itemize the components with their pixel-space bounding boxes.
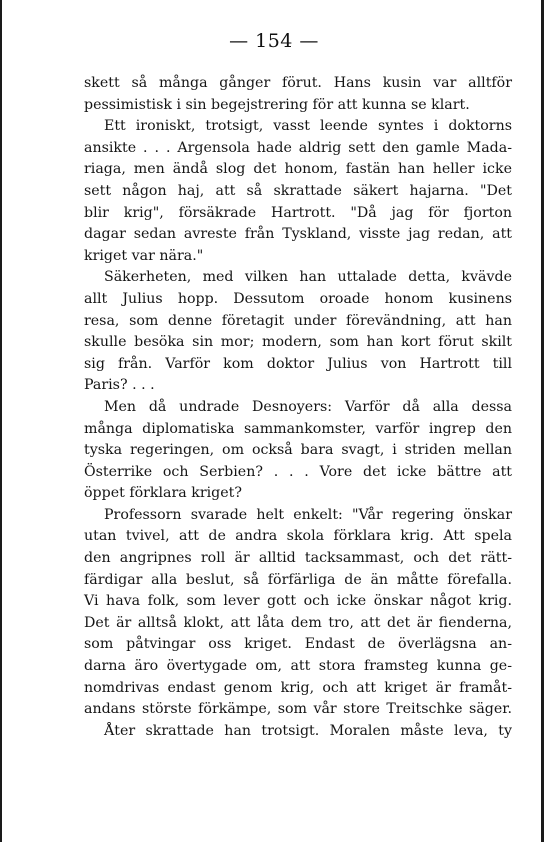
text-line: sig från. Varför kom doktor Julius von Hartrott till <box>84 355 512 372</box>
text-line: ansikte . . . Argensola hade aldrig sett den gamle Mada- <box>84 139 512 156</box>
page-number: — 154 — <box>229 30 319 52</box>
text-line: pessimistisk i sin begejstrering för att kunna se klart. <box>84 96 470 113</box>
text-line: skett så många gånger förut. Hans kusin var alltför <box>84 75 512 91</box>
text-line: Österrike och Serbien? . . . Vore det icke bättre att <box>84 463 512 480</box>
text-line: skulle besöka sin mor; modern, som han kort förut skilt <box>84 334 512 351</box>
text-line: Vi hava folk, som lever gott och icke önskar något krig. <box>84 593 512 610</box>
text-line: Professorn svarade helt enkelt: "Vår regering önskar <box>104 506 512 523</box>
text-line: öppet förklara kriget? <box>84 485 242 502</box>
text-line: allt Julius hopp. Dessutom oroade honom kusinens <box>84 290 512 307</box>
text-line: många diplomatiska sammankomster, varför ingrep den <box>84 420 512 437</box>
text-line: dagar sedan avreste från Tyskland, visste jag redan, att <box>84 226 512 243</box>
text-line: den angripnes roll är alltid tacksammast, och det rätt- <box>84 550 512 567</box>
text-line: Åter skrattade han trotsigt. Moralen måste leva, ty <box>104 722 512 739</box>
text-line: färdigar alla beslut, så förfärliga de än måtte förefalla. <box>84 571 512 588</box>
body-text <box>84 73 512 742</box>
text-line: Paris? . . . <box>84 377 155 394</box>
text-line: Men då undrade Desnoyers: Varför då alla dessa <box>104 398 512 415</box>
text-line: Ett ironiskt, trotsigt, vasst leende syntes i doktorns <box>104 118 512 135</box>
text-line: tyska regeringen, om också bara svagt, i striden mellan <box>84 442 512 459</box>
text-line: blir krig", försäkrade Hartrott. "Då jag för fjorton <box>84 204 512 221</box>
text-line: Det är alltså klokt, att låta dem tro, att det är fienderna, <box>84 614 512 631</box>
text-line: sett någon haj, att så skrattade säkert hajarna. "Det <box>84 182 512 199</box>
text-line: kriget var nära." <box>84 247 204 264</box>
text-line: nomdrivas endast genom krig, och att kriget är framåt- <box>84 679 512 696</box>
text-line: utan tvivel, att de andra skola förklara krig. Att spela <box>84 528 512 545</box>
text-line: andans störste förkämpe, som vår store Treitschke säger. <box>84 701 512 718</box>
text-line: darna äro övertygade om, att stora framsteg kunna ge- <box>84 658 512 675</box>
text-line: riaga, men ändå slog det honom, fastän han heller icke <box>84 161 512 178</box>
text-line: som påtvingar oss kriget. Endast de överlägsna an- <box>84 636 512 653</box>
text-line: Säkerheten, med vilken han uttalade detta, kvävde <box>104 269 512 286</box>
text-line: resa, som denne företagit under förevändning, att han <box>84 312 512 329</box>
